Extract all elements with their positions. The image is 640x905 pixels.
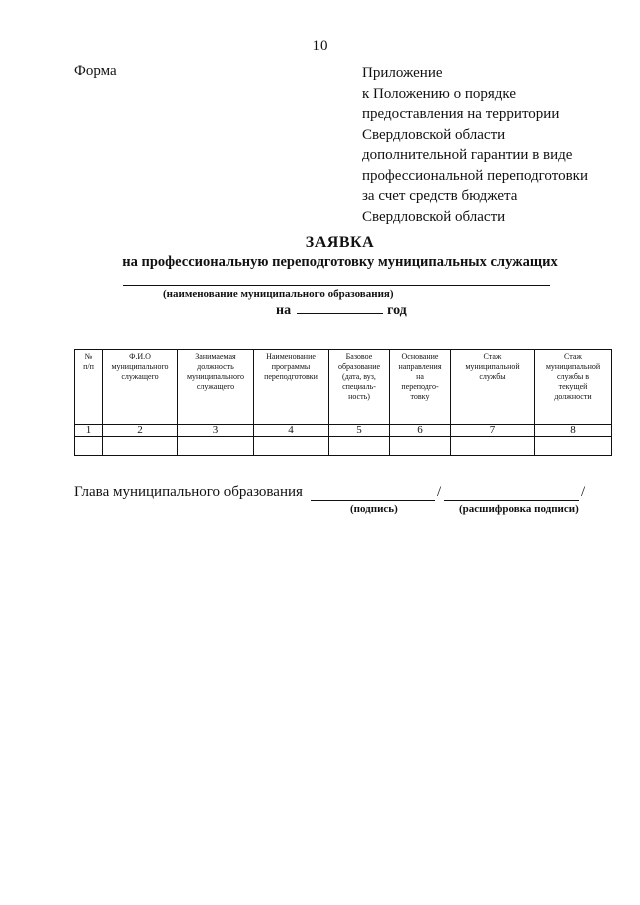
table-header-row — [75, 350, 612, 425]
signature-slash-end: / — [581, 484, 586, 500]
table-header-cell: Ф.И.О муниципального служащего — [103, 350, 178, 425]
column-number-cell: 2 — [103, 425, 178, 437]
page-number: 10 — [312, 38, 328, 54]
appendix-line: Свердловской области — [362, 126, 506, 143]
table-column-number-row — [75, 425, 612, 437]
year-prefix: на — [276, 303, 292, 318]
table-header-cell: Стаж муниципальной службы в текущей должности — [535, 350, 612, 425]
appendix-line: к Положению о порядке — [362, 85, 516, 102]
document-subtitle: на профессиональную переподготовку муниципальных служащих — [122, 254, 558, 270]
table-header-cell: Стаж муниципальной службы — [451, 350, 535, 425]
table-header-cell: Занимаемая должность муниципального служащего — [178, 350, 254, 425]
appendix-line: предоставления на территории — [362, 106, 560, 122]
signature-decode-fill-line — [444, 500, 579, 501]
appendix-line: за счет средств бюджета — [362, 188, 518, 204]
column-number-cell: 5 — [329, 425, 390, 437]
table-cell — [254, 437, 329, 456]
appendix-block — [362, 63, 632, 227]
signature-caption: (подпись) — [350, 503, 398, 515]
table-cell — [390, 437, 451, 456]
table-cell — [178, 437, 254, 456]
year-row — [276, 300, 407, 319]
request-table — [74, 349, 612, 456]
table-header-cell: Наименование программы переподготовки — [254, 350, 329, 425]
table-header-cell: Основание направления на переподго- товку — [390, 350, 451, 425]
column-number-cell: 3 — [178, 425, 254, 437]
municipality-caption: (наименование муниципального образования) — [163, 288, 394, 300]
signature-decode-caption: (расшифровка подписи) — [459, 503, 579, 515]
table-cell — [329, 437, 390, 456]
table-cell — [75, 437, 103, 456]
column-number-cell: 7 — [451, 425, 535, 437]
table-header-cell: № п/п — [75, 350, 103, 425]
appendix-line: Приложение — [362, 65, 443, 81]
table-cell — [451, 437, 535, 456]
appendix-line: профессиональной переподготовки — [362, 167, 588, 184]
column-number-cell: 6 — [390, 425, 451, 437]
table-row — [75, 437, 612, 456]
table-cell — [535, 437, 612, 456]
appendix-line: дополнительной гарантии в виде — [362, 147, 573, 163]
column-number-cell: 1 — [75, 425, 103, 437]
municipality-fill-line — [123, 285, 550, 286]
table-cell — [103, 437, 178, 456]
signature-slash: / — [437, 484, 442, 500]
form-label: Форма — [74, 63, 117, 79]
document-title: ЗАЯВКА — [305, 234, 375, 251]
head-of-municipality-label: Глава муниципального образования — [74, 484, 303, 500]
column-number-cell: 4 — [254, 425, 329, 437]
signature-fill-line — [311, 500, 435, 501]
year-suffix: год — [387, 303, 407, 318]
column-number-cell: 8 — [535, 425, 612, 437]
year-fill-line — [297, 300, 383, 314]
table-header-cell: Базовое образование (дата, вуз, специаль- ность) — [329, 350, 390, 425]
appendix-line: Свердловской области — [362, 208, 506, 225]
